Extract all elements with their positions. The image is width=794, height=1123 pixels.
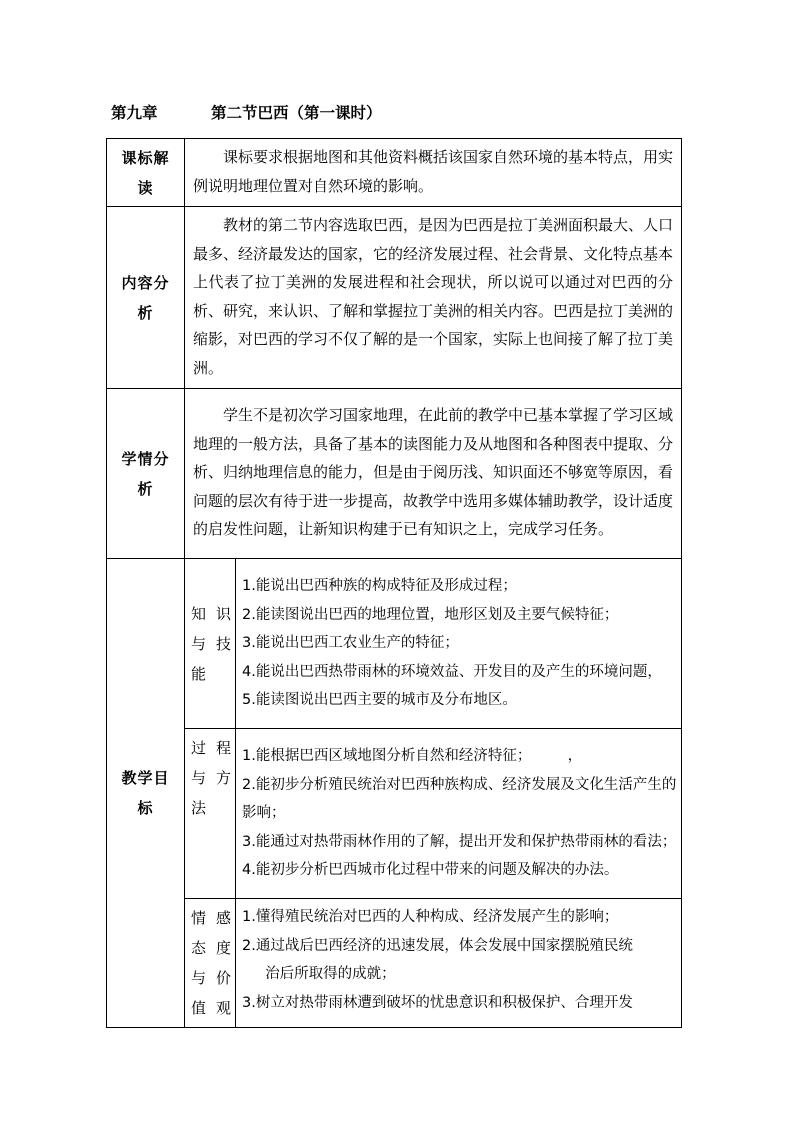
emotion-list xyxy=(236,899,681,1021)
goals-label-line1: 教学目 xyxy=(121,769,170,787)
emotion-label-line: 态 度 xyxy=(191,939,231,957)
list-item: 2.通过战后巴西经济的迅速发展，体会发展中国家摆脱殖民统 xyxy=(242,937,633,954)
section-title: 第二节巴西（第一课时） xyxy=(211,103,382,122)
list-item: 3.能通过对热带雨林作用的了解，提出开发和保护热带雨林的看法； xyxy=(242,833,677,850)
emotion-label-line: 值观 xyxy=(191,999,231,1017)
process-label-line: 法 xyxy=(191,799,207,817)
knowledge-row xyxy=(107,559,682,729)
learner-label xyxy=(107,389,185,559)
emotion-items-cell xyxy=(236,899,682,1028)
knowledge-list xyxy=(236,568,681,719)
learner-text: 学生不是初次学习国家地理，在此前的教学中已基本掌握了学习区域地理的一般方法，具备了基本的读图能力及从地图和各种图表中提取、分析、归纳地理信息的能力，但是由于阅历浅、知识面还不够宽等原因，看问题的层次有待于进一步提高，故教学中选用多媒体辅助教学，设计适度的启发性问题，让新知识构建于已有知识之上，完成学习任务。 xyxy=(185,389,682,559)
chapter-title: 第九章 xyxy=(111,103,158,122)
page-heading xyxy=(111,101,382,123)
content-label-line1: 内容分 xyxy=(121,273,170,292)
emotion-label-line: 情 感 xyxy=(191,909,231,927)
list-item: 1.懂得殖民统治对巴西的人种构成、经济发展产生的影响； xyxy=(242,909,619,925)
knowledge-label-line: 与 技 xyxy=(191,634,231,653)
list-item: 2.能初步分析殖民统治对巴西种族构成、经济发展及文化生活产生的影响； xyxy=(242,776,677,822)
process-label-line: 过 程 xyxy=(191,739,231,757)
list-item: 治后所取得的成就； xyxy=(265,966,396,982)
list-item: 4.能初步分析巴西城市化过程中带来的问题及解决的办法。 xyxy=(242,862,619,879)
content-label-line2: 析 xyxy=(137,303,154,322)
knowledge-label-line: 知 识 xyxy=(191,604,231,623)
learner-row xyxy=(107,389,682,559)
knowledge-label xyxy=(185,559,236,729)
content-row xyxy=(107,207,682,389)
knowledge-label-line: 能 xyxy=(191,664,207,683)
list-item: 1.能说出巴西种族的构成特征及形成过程； xyxy=(242,578,517,595)
process-items-cell xyxy=(236,729,682,899)
emotion-row xyxy=(107,899,682,1028)
list-item: 3.树立对热带雨林遭到破坏的忧患意识和积极保护、合理开发 xyxy=(242,994,633,1011)
learner-label-line2: 析 xyxy=(137,479,154,498)
emotion-label-line: 与 价 xyxy=(191,969,231,987)
content-label xyxy=(107,207,185,389)
lesson-plan-table xyxy=(106,138,682,1028)
goals-label xyxy=(107,559,185,1028)
goals-label-line2: 标 xyxy=(137,799,154,817)
content-text: 教材的第二节内容选取巴西，是因为巴西是拉丁美洲面积最大、人口最多、经济最发达的国家，它的经济发展过程、社会背景、文化特点基本上代表了拉丁美洲的发展进程和社会现状，所以说可以通过对巴西的分析、研究，来认识、了解和掌握拉丁美洲的相关内容。巴西是拉丁美洲的缩影，对巴西的学习不仅了解的是一个国家，实际上也间接了解了拉丁美洲。 xyxy=(185,207,682,389)
list-item: 2.能读图说出巴西的地理位置，地形区划及主要气候特征； xyxy=(242,606,619,623)
process-list xyxy=(236,738,681,889)
process-row xyxy=(107,729,682,899)
list-item: 1.能根据巴西区域地图分析自然和经济特征； ， xyxy=(242,748,583,765)
curriculum-row xyxy=(107,139,682,207)
learner-label-line1: 学情分 xyxy=(121,449,170,468)
process-label xyxy=(185,729,236,899)
list-item: 3.能说出巴西工农业生产的特征； xyxy=(242,635,459,652)
curriculum-label xyxy=(107,139,185,207)
knowledge-items-cell xyxy=(236,559,682,729)
curriculum-text: 课标要求根据地图和其他资料概括该国家自然环境的基本特点，用实例说明地理位置对自然环境的影响。 xyxy=(185,139,682,207)
list-item: 4.能说出巴西热带雨林的环境效益、开发目的及产生的环境问题， xyxy=(242,663,662,680)
list-item: 5.能读图说出巴西主要的城市及分布地区。 xyxy=(242,692,517,709)
emotion-label xyxy=(185,899,236,1028)
process-label-line: 与 方 xyxy=(191,769,231,787)
curriculum-label-line1: 课标解 xyxy=(121,148,170,167)
curriculum-label-line2: 读 xyxy=(137,178,154,197)
